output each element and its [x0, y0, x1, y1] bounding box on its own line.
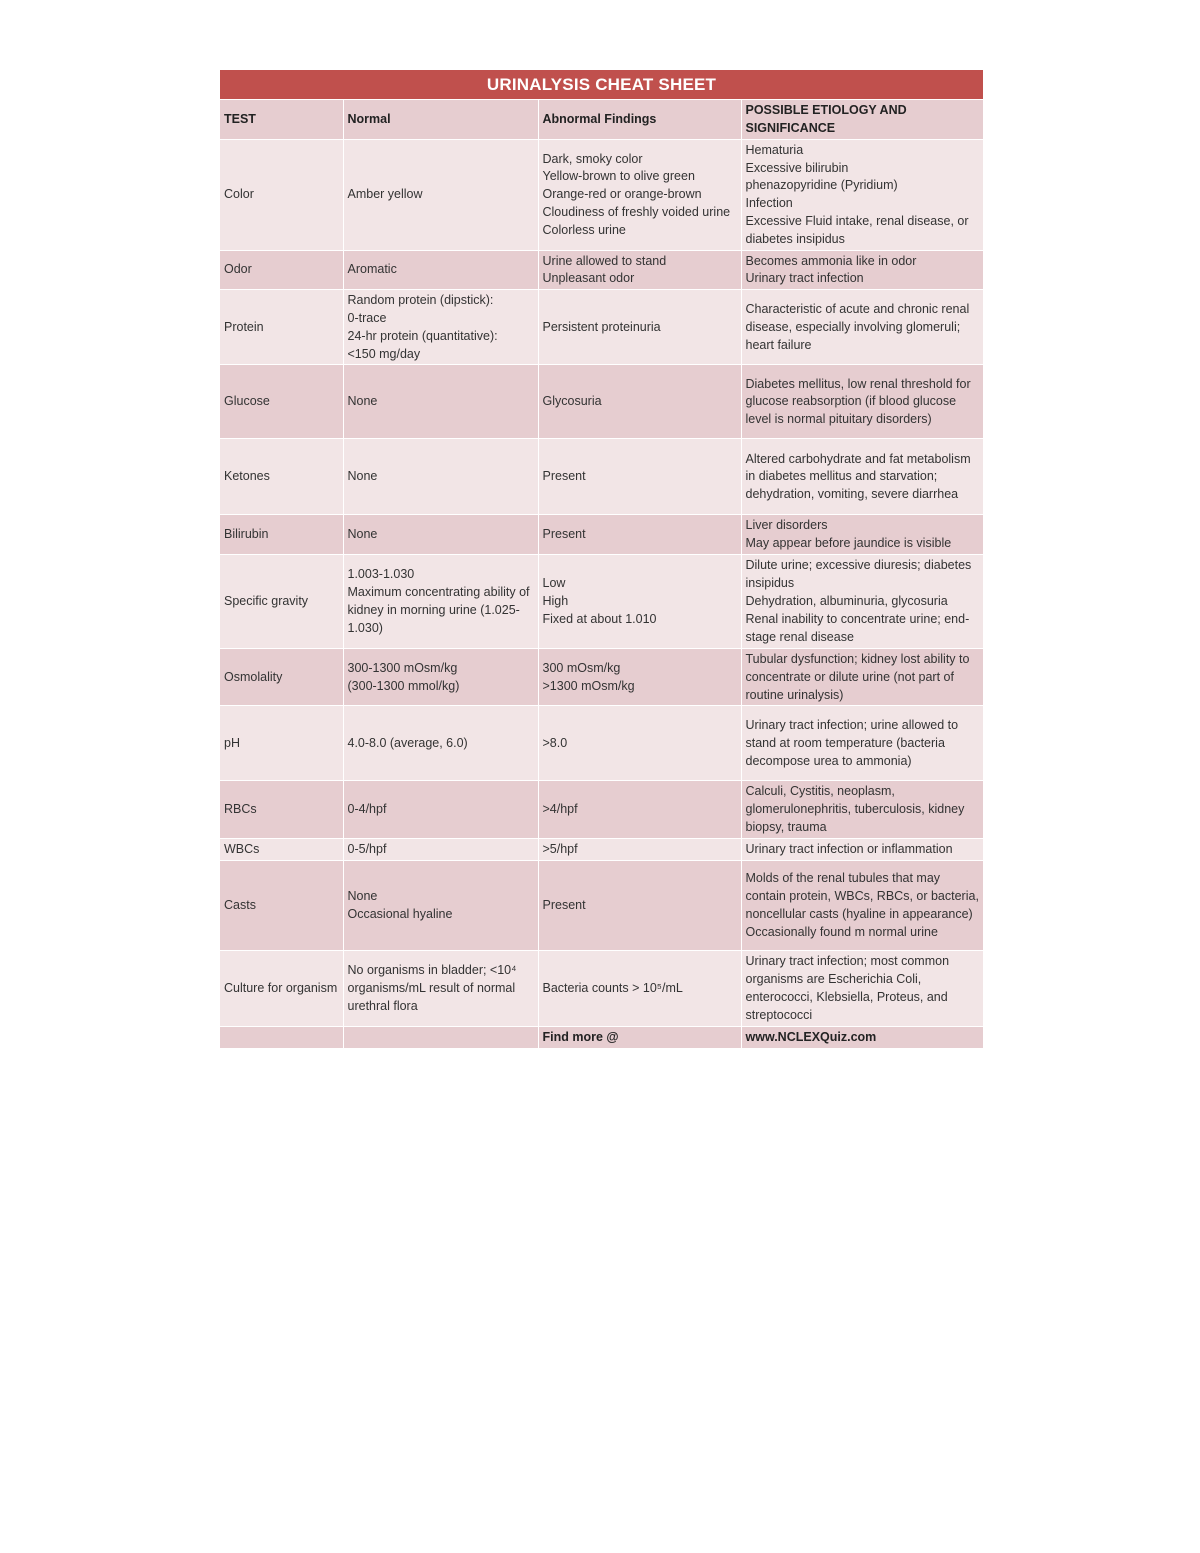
cell-test	[220, 139, 343, 250]
cell-test	[220, 860, 343, 950]
etiology-line: Renal inability to concentrate urine; end-stage renal disease	[745, 611, 970, 644]
cell-abnormal	[538, 554, 741, 648]
cell-test	[220, 838, 343, 860]
header-abnormal: Abnormal Findings	[538, 100, 741, 140]
test-line: pH	[224, 735, 240, 750]
normal-line: 1.003-1.030	[347, 567, 415, 582]
normal-line: None	[347, 527, 378, 542]
normal-line: <150 mg/day	[347, 346, 421, 361]
normal-line: Random protein (dipstick):	[347, 293, 494, 308]
abnormal-line: Orange-red or orange-brown	[542, 187, 702, 202]
test-line: Specific gravity	[224, 594, 309, 609]
abnormal-line: Present	[542, 527, 586, 542]
cell-abnormal	[538, 706, 741, 781]
cell-test	[220, 554, 343, 648]
cell-abnormal	[538, 290, 741, 365]
cell-abnormal	[538, 250, 741, 290]
etiology-line: Dehydration, albuminuria, glycosuria	[745, 594, 948, 609]
cell-etiology	[741, 781, 983, 838]
etiology-line: Urinary tract infection	[745, 271, 864, 286]
cell-test	[220, 781, 343, 838]
normal-line: Aromatic	[347, 262, 397, 277]
etiology-line: phenazopyridine (Pyridium)	[745, 178, 898, 193]
test-line: WBCs	[224, 841, 260, 856]
etiology-line: Liver disorders	[745, 518, 828, 533]
normal-line: 300-1300 mOsm/kg	[347, 660, 458, 675]
header-etiology: POSSIBLE ETIOLOGY AND SIGNIFICANCE	[741, 100, 983, 140]
abnormal-line: Urine allowed to stand	[542, 253, 667, 268]
cell-normal	[343, 139, 538, 250]
etiology-line: Diabetes mellitus, low renal threshold for glucose reabsorption (if blood glucose level is normal pituitary disorders)	[745, 376, 971, 427]
normal-line: 24-hr protein (quantitative):	[347, 328, 498, 343]
table-row	[220, 515, 983, 555]
etiology-line: Excessive bilirubin	[745, 160, 849, 175]
table-row	[220, 139, 983, 250]
normal-line: (300-1300 mmol/kg)	[347, 678, 460, 693]
test-line: Glucose	[224, 394, 270, 409]
cell-normal	[343, 706, 538, 781]
cell-normal	[343, 515, 538, 555]
cell-normal	[343, 250, 538, 290]
normal-line: Amber yellow	[347, 187, 423, 202]
etiology-line: Becomes ammonia like in odor	[745, 253, 917, 268]
cell-normal	[343, 860, 538, 950]
abnormal-line: 300 mOsm/kg	[542, 660, 621, 675]
cell-test	[220, 365, 343, 439]
cell-normal	[343, 781, 538, 838]
table-row	[220, 648, 983, 705]
abnormal-line: Bacteria counts > 10⁵/mL	[542, 980, 683, 995]
cell-normal	[343, 290, 538, 365]
cell-abnormal	[538, 781, 741, 838]
test-line: Culture for organism	[224, 980, 338, 995]
normal-line: Maximum concentrating ability of kidney in morning urine (1.025-1.030)	[347, 585, 530, 635]
abnormal-line: >4/hpf	[542, 802, 578, 817]
cell-etiology	[741, 365, 983, 439]
normal-line: 0-5/hpf	[347, 841, 387, 856]
abnormal-line: Cloudiness of freshly voided urine	[542, 204, 731, 219]
cell-etiology	[741, 950, 983, 1026]
cell-abnormal	[538, 648, 741, 705]
cell-etiology	[741, 860, 983, 950]
normal-line: 0-4/hpf	[347, 802, 387, 817]
cell-normal	[343, 554, 538, 648]
normal-line: No organisms in bladder; <10⁴ organisms/mL result of normal urethral flora	[347, 963, 517, 1013]
abnormal-line: Present	[542, 897, 586, 912]
cell-etiology	[741, 250, 983, 290]
normal-line: None	[347, 469, 378, 484]
cell-test	[220, 250, 343, 290]
cell-etiology	[741, 706, 983, 781]
etiology-line: Characteristic of acute and chronic renal disease, especially involving glomeruli; heart failure	[745, 302, 970, 352]
cell-abnormal	[538, 515, 741, 555]
abnormal-line: >1300 mOsm/kg	[542, 678, 635, 693]
footer-empty-2	[343, 1026, 538, 1048]
test-line: Ketones	[224, 469, 270, 484]
abnormal-line: Yellow-brown to olive green	[542, 169, 695, 184]
etiology-line: May appear before jaundice is visible	[745, 536, 952, 551]
etiology-line: Calculi, Cystitis, neoplasm, glomerulonephritis, tuberculosis, kidney biopsy, trauma	[745, 784, 965, 834]
abnormal-line: >8.0	[542, 735, 568, 750]
normal-line: None	[347, 888, 378, 903]
etiology-line: Urinary tract infection or inflammation	[745, 841, 953, 856]
cell-abnormal	[538, 950, 741, 1026]
etiology-line: Altered carbohydrate and fat metabolism in diabetes mellitus and starvation; dehydration, vomiting, severe diarrhea	[745, 451, 971, 502]
header-row	[220, 100, 983, 140]
cell-normal	[343, 365, 538, 439]
cell-test	[220, 950, 343, 1026]
table-row	[220, 950, 983, 1026]
cell-abnormal	[538, 838, 741, 860]
cell-test	[220, 515, 343, 555]
cell-etiology	[741, 439, 983, 515]
cell-test	[220, 706, 343, 781]
etiology-line: Molds of the renal tubules that may contain protein, WBCs, RBCs, or bacteria, noncellular casts (hyaline in appearance) Occasionally found m normal urine	[745, 871, 979, 939]
table-row	[220, 860, 983, 950]
sheet-title: URINALYSIS CHEAT SHEET	[220, 70, 983, 99]
footer-row	[220, 1026, 983, 1048]
footer-link[interactable]: www.NCLEXQuiz.com	[741, 1026, 983, 1048]
abnormal-line: Persistent proteinuria	[542, 319, 661, 334]
cheat-sheet	[220, 70, 983, 1048]
etiology-line: Dilute urine; excessive diuresis; diabetes insipidus	[745, 558, 972, 591]
test-line: Protein	[224, 319, 264, 334]
table-row	[220, 365, 983, 439]
cell-normal	[343, 648, 538, 705]
table-row	[220, 250, 983, 290]
normal-line: 4.0-8.0 (average, 6.0)	[347, 735, 468, 750]
test-line: Odor	[224, 262, 252, 277]
footer-empty-1	[220, 1026, 343, 1048]
etiology-line: Urinary tract infection; urine allowed to stand at room temperature (bacteria decompose urea to ammonia)	[745, 718, 959, 768]
abnormal-line: >5/hpf	[542, 841, 578, 856]
cell-etiology	[741, 554, 983, 648]
cell-abnormal	[538, 365, 741, 439]
cell-normal	[343, 838, 538, 860]
cell-etiology	[741, 139, 983, 250]
abnormal-line: Fixed at about 1.010	[542, 611, 657, 626]
cell-test	[220, 648, 343, 705]
urinalysis-table	[220, 99, 984, 1048]
etiology-line: Tubular dysfunction; kidney lost ability to concentrate or dilute urine (not part of routine urinalysis)	[745, 651, 970, 702]
header-normal: Normal	[343, 100, 538, 140]
cell-etiology	[741, 648, 983, 705]
cell-test	[220, 439, 343, 515]
normal-line: None	[347, 394, 378, 409]
abnormal-line: Glycosuria	[542, 394, 602, 409]
cell-normal	[343, 439, 538, 515]
abnormal-line: Dark, smoky color	[542, 151, 643, 166]
table-body	[220, 139, 983, 1026]
test-line: Bilirubin	[224, 527, 269, 542]
cell-abnormal	[538, 439, 741, 515]
abnormal-line: Low	[542, 576, 566, 591]
etiology-line: Urinary tract infection; most common organisms are Escherichia Coli, enterococci, Klebsiella, Proteus, and streptococci	[745, 954, 950, 1022]
cell-test	[220, 290, 343, 365]
normal-line: 0-trace	[347, 310, 387, 325]
table-row	[220, 706, 983, 781]
abnormal-line: Present	[542, 469, 586, 484]
abnormal-line: Unpleasant odor	[542, 271, 635, 286]
cell-etiology	[741, 515, 983, 555]
table-row	[220, 781, 983, 838]
etiology-line: Hematuria	[745, 142, 804, 157]
table-row	[220, 439, 983, 515]
cell-etiology	[741, 838, 983, 860]
header-test: TEST	[220, 100, 343, 140]
cell-etiology	[741, 290, 983, 365]
table-row	[220, 554, 983, 648]
table-row	[220, 838, 983, 860]
test-line: Casts	[224, 897, 256, 912]
abnormal-line: Colorless urine	[542, 222, 626, 237]
cell-normal	[343, 950, 538, 1026]
footer-label: Find more @	[538, 1026, 741, 1048]
test-line: RBCs	[224, 802, 257, 817]
test-line: Color	[224, 187, 254, 202]
normal-line: Occasional hyaline	[347, 906, 453, 921]
cell-abnormal	[538, 139, 741, 250]
table-row	[220, 290, 983, 365]
etiology-line: Excessive Fluid intake, renal disease, or diabetes insipidus	[745, 213, 969, 246]
etiology-line: Infection	[745, 196, 793, 211]
cell-abnormal	[538, 860, 741, 950]
test-line: Osmolality	[224, 669, 283, 684]
abnormal-line: High	[542, 594, 569, 609]
